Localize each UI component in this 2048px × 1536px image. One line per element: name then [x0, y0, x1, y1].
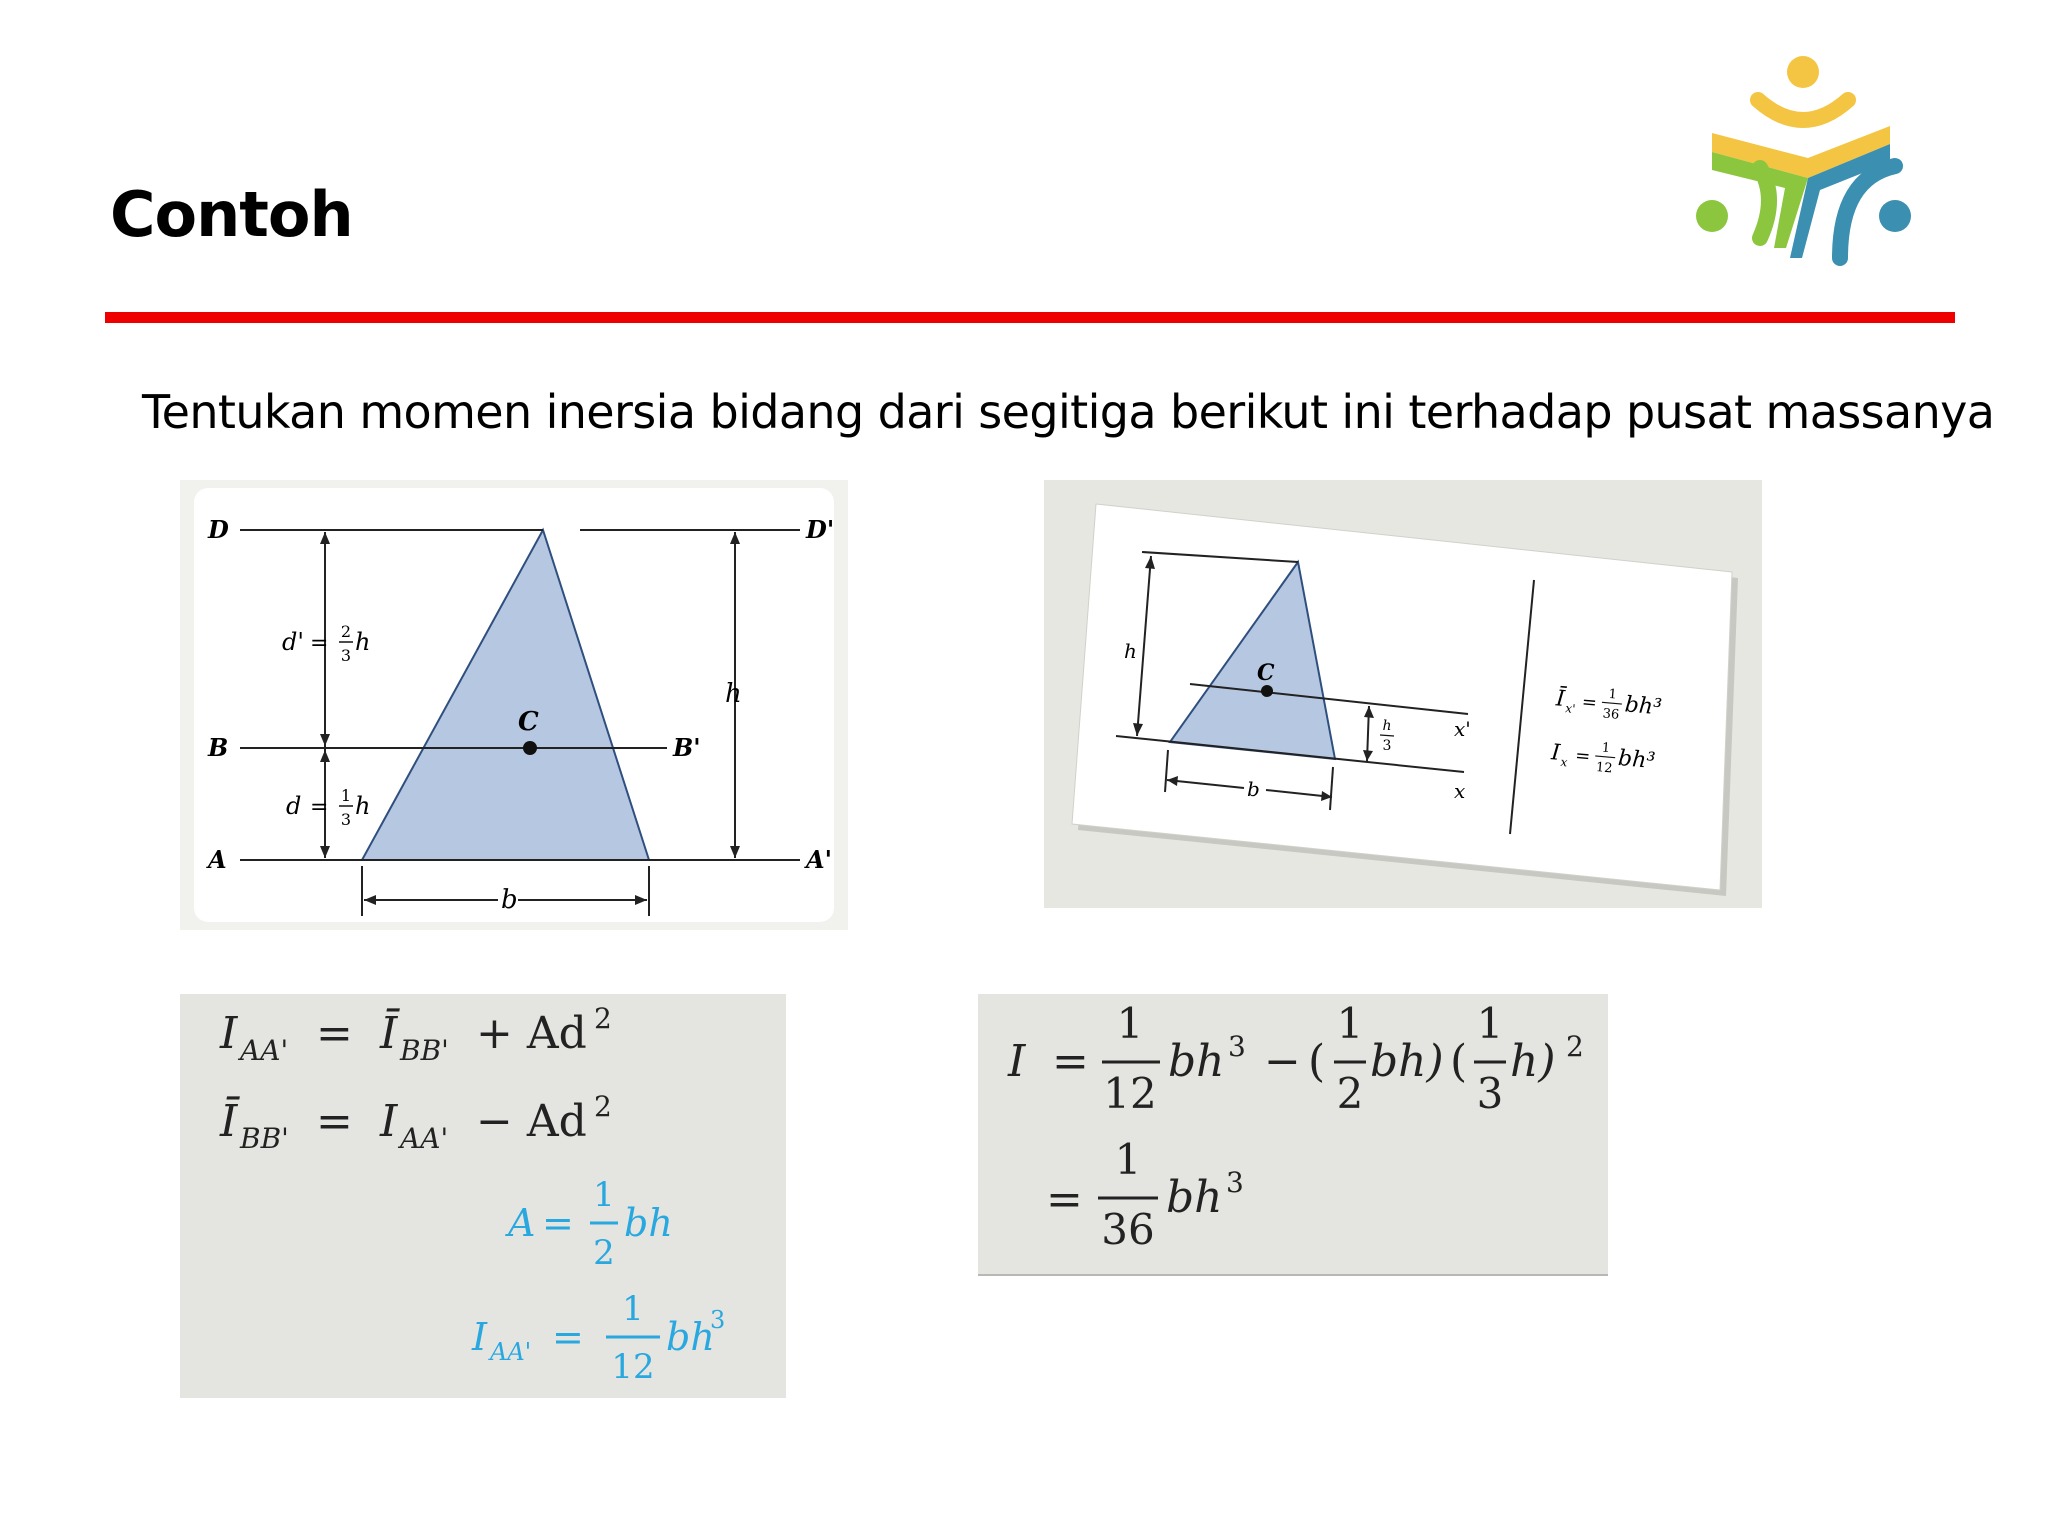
eqr2-rhs: bh	[1166, 1172, 1223, 1223]
base-label: b	[501, 885, 518, 915]
eq1-equals: =	[316, 1008, 353, 1059]
fig2-ix-num: 1	[1601, 740, 1611, 757]
eqr1-t1-sup: 3	[1228, 1030, 1246, 1063]
triangle-parallel-axis-figure	[180, 480, 848, 930]
fig2-ix-sub: x	[1559, 754, 1568, 770]
fig2-ixbar-sub: x'	[1564, 701, 1576, 716]
d-prime-den: 3	[340, 646, 352, 665]
eq2-rhs2: − Ad	[476, 1096, 587, 1147]
fig2-base-label: b	[1247, 777, 1260, 801]
eqr2-den: 36	[1101, 1205, 1155, 1254]
eq2-equals: =	[316, 1096, 353, 1147]
d-equals: =	[310, 795, 329, 820]
eqr1-f2-den: 2	[1336, 1069, 1364, 1118]
eq3-num: 1	[593, 1175, 615, 1215]
d-prime-h: h	[355, 628, 371, 656]
fig2-centroid-label: C	[1257, 660, 1275, 686]
label-B: B	[208, 733, 229, 762]
eq4-den: 12	[611, 1347, 655, 1387]
eqr1-f2-num: 1	[1336, 999, 1364, 1048]
triangle-centroidal-axis-figure	[1044, 480, 1762, 908]
eq3-lhs: A	[508, 1201, 536, 1245]
eq2-rhs1: I	[380, 1096, 398, 1147]
eq3-den: 2	[593, 1233, 615, 1273]
fig2-height-label: h	[1124, 639, 1137, 663]
eq1-lhs: I	[220, 1008, 238, 1059]
fig2-ix-rhs: bh³	[1617, 745, 1657, 775]
eqr2-num: 1	[1114, 1135, 1142, 1184]
eqr1-open1: (	[1308, 1036, 1326, 1087]
fig2-ix-lhs: I	[1550, 740, 1562, 766]
eqr1-f3-num: 1	[1476, 999, 1504, 1048]
eqr1-t1: bh	[1168, 1036, 1225, 1087]
eq2-rhs1-sub: AA'	[400, 1122, 449, 1155]
fig2-axis-x-prime: x'	[1454, 717, 1471, 741]
eqr1-f3-den: 3	[1476, 1069, 1504, 1118]
eqr1-minus: −	[1264, 1036, 1301, 1087]
eqr1-open2: (	[1450, 1036, 1468, 1087]
eqr1-t2: bh)	[1370, 1036, 1444, 1087]
eqr2-sup: 3	[1226, 1166, 1244, 1199]
parallel-axis-equations	[180, 994, 786, 1398]
label-A: A	[208, 845, 227, 874]
fig2-ixbar-den: 36	[1602, 706, 1620, 723]
label-D: D	[208, 515, 229, 544]
slide-title: Contoh	[110, 178, 353, 251]
fig2-ix-den: 12	[1595, 760, 1614, 777]
eqr1-equals: =	[1052, 1036, 1089, 1087]
problem-statement: Tentukan momen inersia bidang dari segitiga berikut ini terhadap pusat massanya	[142, 385, 1995, 439]
fig2-ixbar-num: 1	[1607, 686, 1618, 703]
height-label: h	[725, 679, 742, 709]
fig2-ix-eq: =	[1574, 745, 1592, 768]
eq3-rhs: bh	[624, 1201, 673, 1245]
eq3-equals: =	[542, 1201, 574, 1245]
fig2-ixbar-eq: =	[1580, 691, 1598, 714]
fig2-h-frac-den: 3	[1382, 738, 1392, 754]
fig2-ixbar-rhs: bh³	[1623, 692, 1663, 721]
eq4-equals: =	[552, 1315, 584, 1359]
eq1-rhs1-sub: BB'	[400, 1034, 449, 1067]
eqr1-f1-den: 12	[1103, 1069, 1157, 1118]
label-B-prime: B'	[673, 733, 701, 762]
fig2-axis-x: x	[1454, 779, 1466, 803]
eq1-rhs1: Ī	[380, 1008, 398, 1059]
eq2-lhs: Ī	[220, 1096, 238, 1147]
eq4-lhs: I	[472, 1315, 488, 1359]
eq2-sup: 2	[594, 1090, 612, 1123]
eq4-sup: 3	[710, 1306, 726, 1334]
abstract-people-arcs-logo-icon	[1690, 48, 1930, 278]
d-var: d	[286, 792, 302, 820]
centroidal-moment-derivation	[978, 994, 1608, 1276]
d-prime-num: 2	[340, 622, 352, 641]
eq1-sup: 2	[594, 1002, 612, 1035]
eqr2-equals: =	[1046, 1174, 1083, 1225]
eq4-num: 1	[622, 1289, 644, 1329]
eqr1-t3: h)	[1510, 1036, 1556, 1087]
eq4-rhs: bh	[666, 1315, 715, 1359]
label-D-prime: D'	[806, 515, 835, 544]
eqr1-f1-num: 1	[1116, 999, 1144, 1048]
d-num: 1	[340, 786, 352, 805]
fig2-ixbar-lhs: Ī	[1554, 686, 1566, 713]
eq4-lhs-sub: AA'	[490, 1338, 532, 1366]
d-prime-var: d'	[282, 628, 304, 656]
title-divider	[105, 312, 1955, 323]
fig2-h-frac-num: h	[1382, 718, 1392, 734]
label-A-prime: A'	[806, 845, 832, 874]
eq1-rhs2: + Ad	[476, 1008, 587, 1059]
eq2-lhs-sub: BB'	[240, 1122, 289, 1155]
d-prime-equals: =	[310, 631, 329, 656]
centroid-label: C	[518, 707, 539, 737]
d-den: 3	[340, 810, 352, 829]
eqr1-t3-sup: 2	[1566, 1030, 1584, 1063]
eq1-lhs-sub: AA'	[240, 1034, 289, 1067]
eqr1-lhs: I	[1008, 1036, 1026, 1087]
d-h: h	[355, 792, 371, 820]
